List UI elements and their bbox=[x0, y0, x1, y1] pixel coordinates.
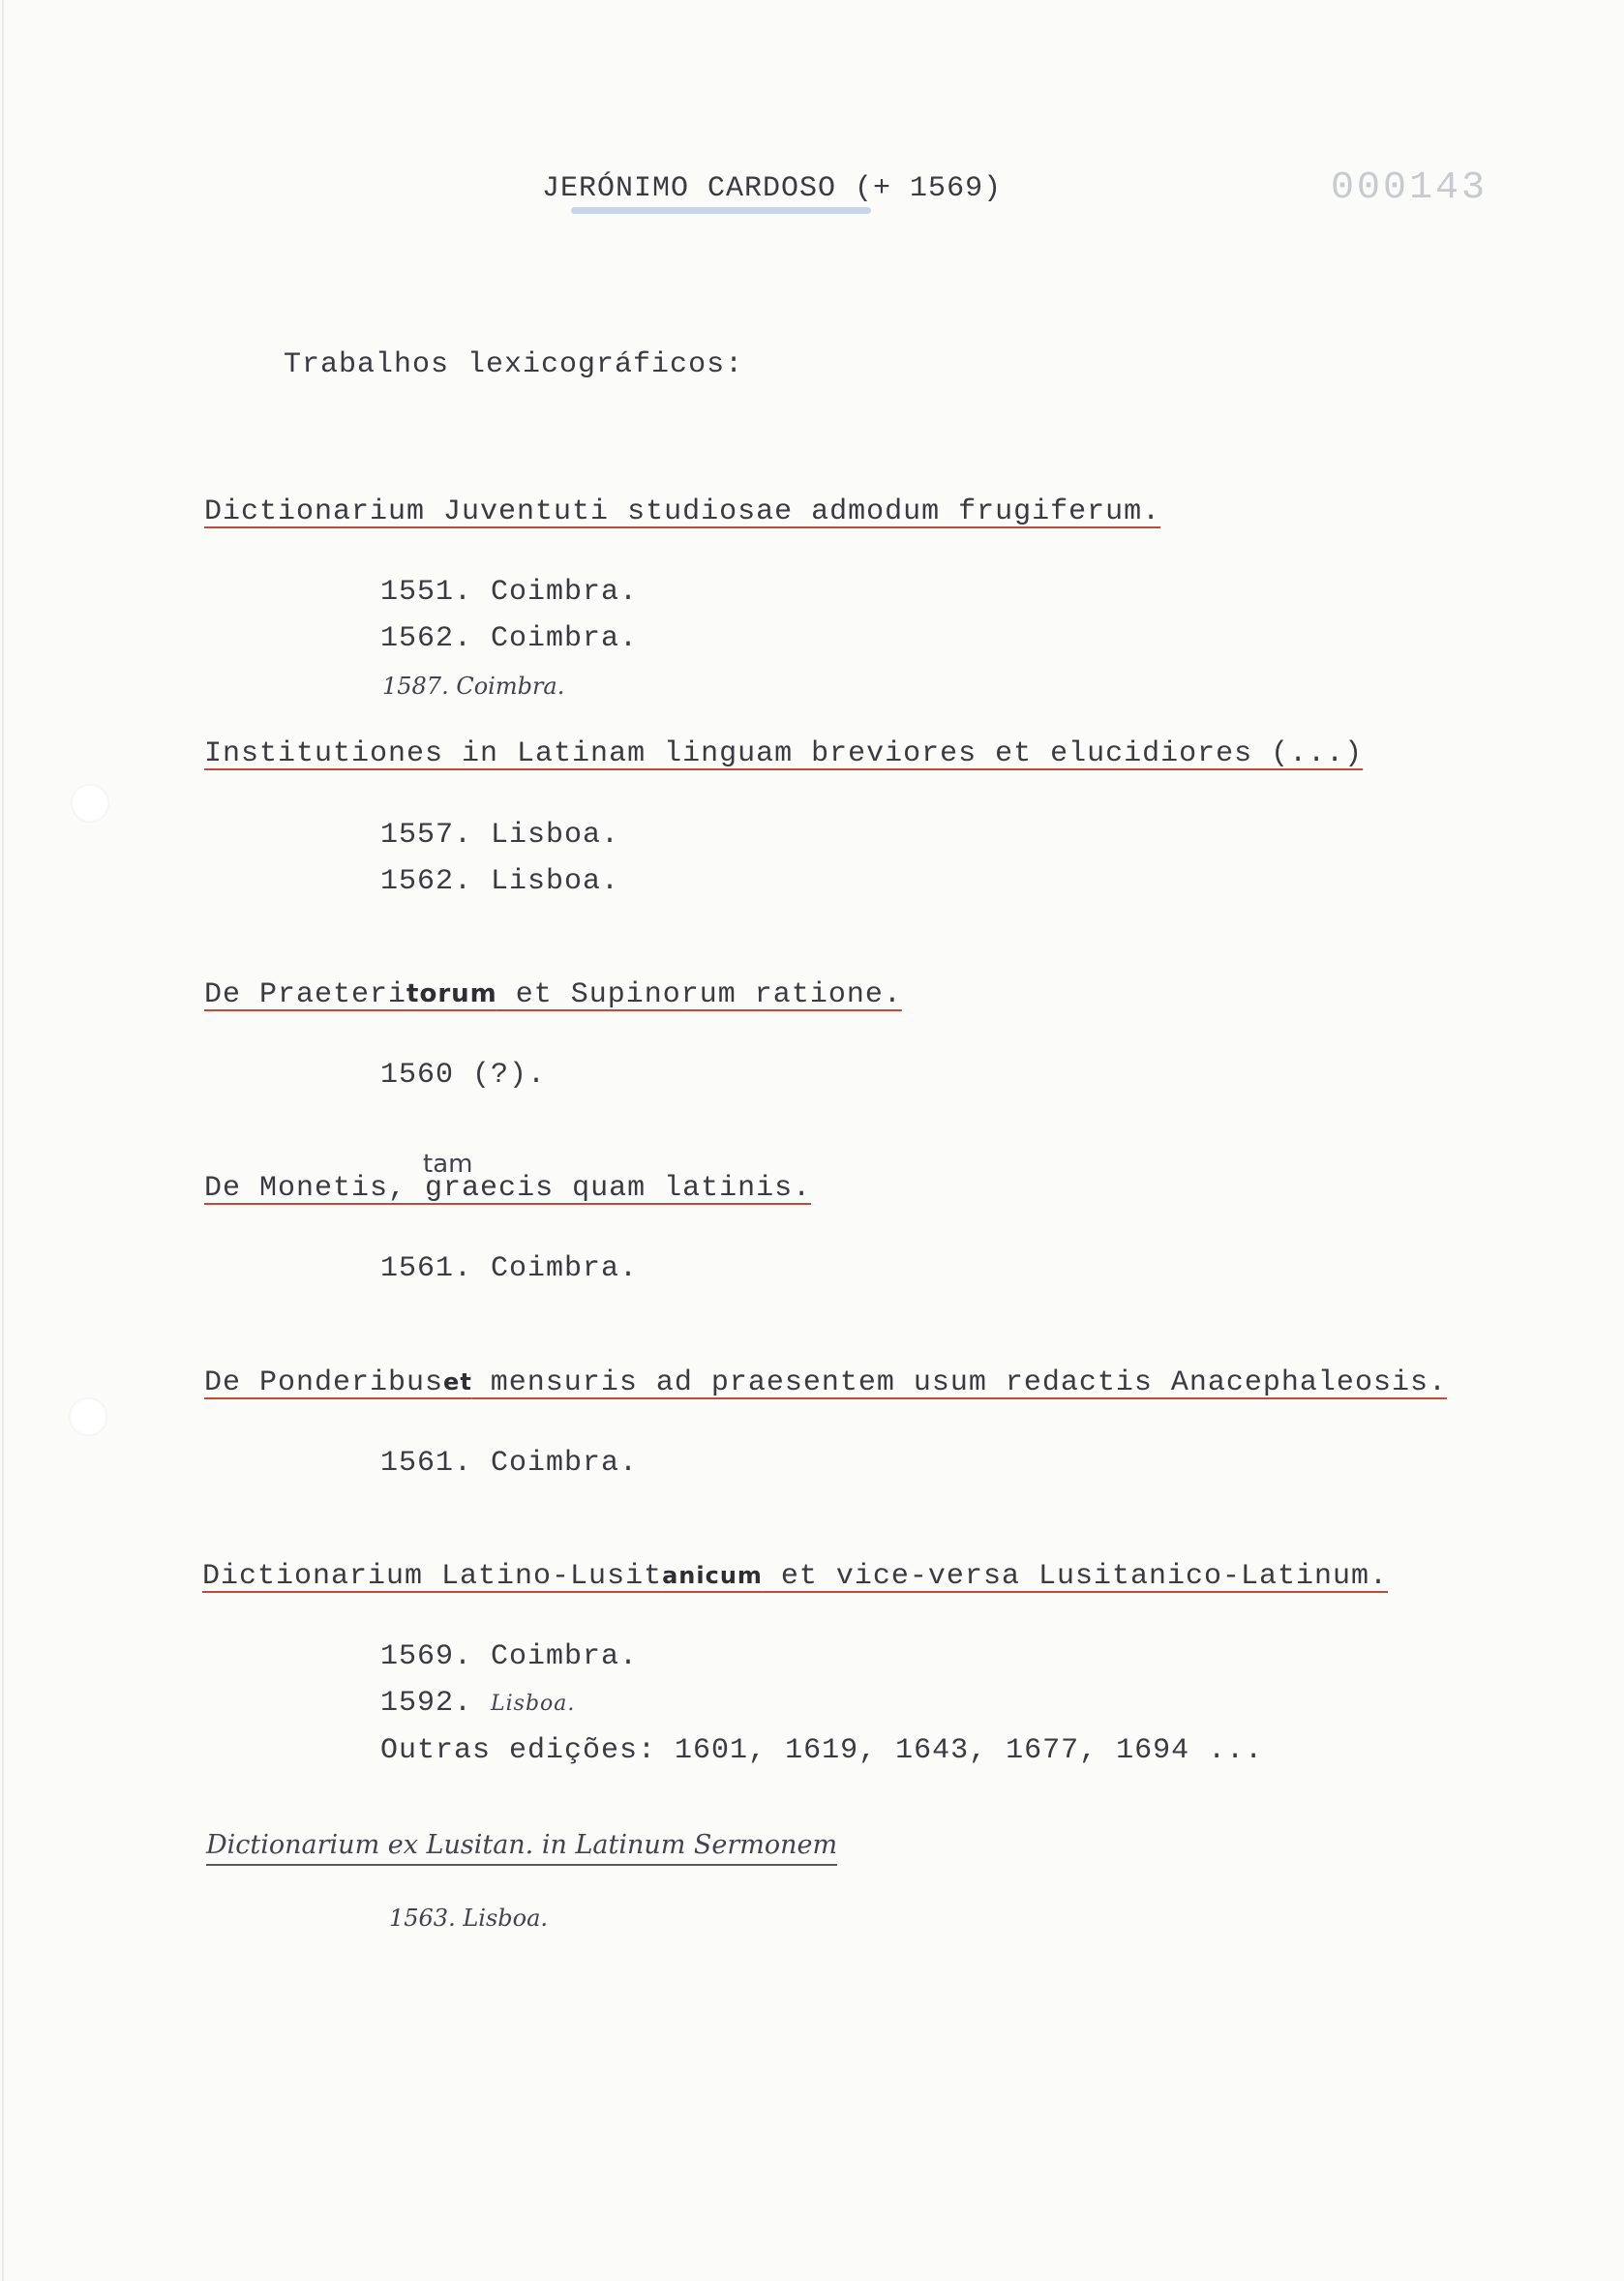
work-title-6 bbox=[202, 1562, 1388, 1591]
title-part: De Ponderibus bbox=[204, 1366, 444, 1399]
work-title-3 bbox=[204, 980, 902, 1009]
edition: 1569. Coimbra. bbox=[380, 1640, 639, 1673]
edition: 1557. Lisboa. bbox=[380, 819, 620, 852]
handwritten-edition: 1563. Lisboa. bbox=[389, 1905, 549, 1932]
title-part: et Supinorum ratione. bbox=[496, 978, 902, 1011]
title-part: et vice-versa Lusitanico-Latinum. bbox=[762, 1560, 1389, 1593]
title-part: De Praeteri bbox=[204, 978, 407, 1011]
work-title-2 bbox=[204, 739, 1363, 768]
title-part: De Monetis, bbox=[204, 1172, 407, 1205]
other-editions: Outras edições: 1601, 1619, 1643, 1677, 1694 ... bbox=[380, 1734, 1264, 1767]
edition bbox=[380, 1689, 575, 1718]
title-part: mensuris ad praesentem usum redactis Anacephaleosis. bbox=[471, 1366, 1447, 1399]
edition: 1561. Coimbra. bbox=[380, 1252, 639, 1285]
handwritten-edition: 1587. Coimbra. bbox=[382, 673, 565, 700]
page-title: JERÓNIMO CARDOSO (+ 1569) bbox=[542, 172, 1003, 205]
punch-hole bbox=[69, 1397, 107, 1436]
handwritten-edition: Lisboa. bbox=[491, 1692, 576, 1716]
handwritten-correction: anicum bbox=[662, 1562, 763, 1589]
title-part: Dictionarium Latino-Lusit bbox=[202, 1560, 663, 1593]
handwritten-correction: tam bbox=[423, 1150, 473, 1179]
punch-hole bbox=[71, 784, 109, 823]
handwritten-work-title: Dictionarium ex Lusitan. in Latinum Sermonem bbox=[206, 1832, 837, 1866]
edition-year: 1592. bbox=[380, 1687, 473, 1720]
edition: 1551. Coimbra. bbox=[380, 576, 639, 609]
title-part: graecis quam latinis. bbox=[406, 1172, 812, 1205]
page-edge bbox=[2, 0, 4, 2281]
edition: 1562. Coimbra. bbox=[380, 622, 639, 655]
work-title-4 bbox=[204, 1174, 811, 1203]
work-title-1: Dictionarium Juventuti studiosae admodum frugiferum. bbox=[204, 495, 1161, 528]
handwritten-correction: torum bbox=[406, 979, 497, 1008]
edition: 1560 (?). bbox=[380, 1059, 547, 1092]
work-title-2-text: Institutiones in Latinam linguam breviores et elucidiores (...) bbox=[204, 737, 1364, 770]
handwritten-correction: et bbox=[443, 1368, 472, 1396]
edition: 1562. Lisboa. bbox=[380, 865, 620, 898]
document-number-stamp: 000143 bbox=[1331, 166, 1489, 210]
work-title-5 bbox=[204, 1368, 1447, 1397]
highlight-mark bbox=[571, 207, 871, 214]
edition: 1561. Coimbra. bbox=[380, 1447, 639, 1480]
section-heading: Trabalhos lexicográficos: bbox=[284, 348, 744, 381]
